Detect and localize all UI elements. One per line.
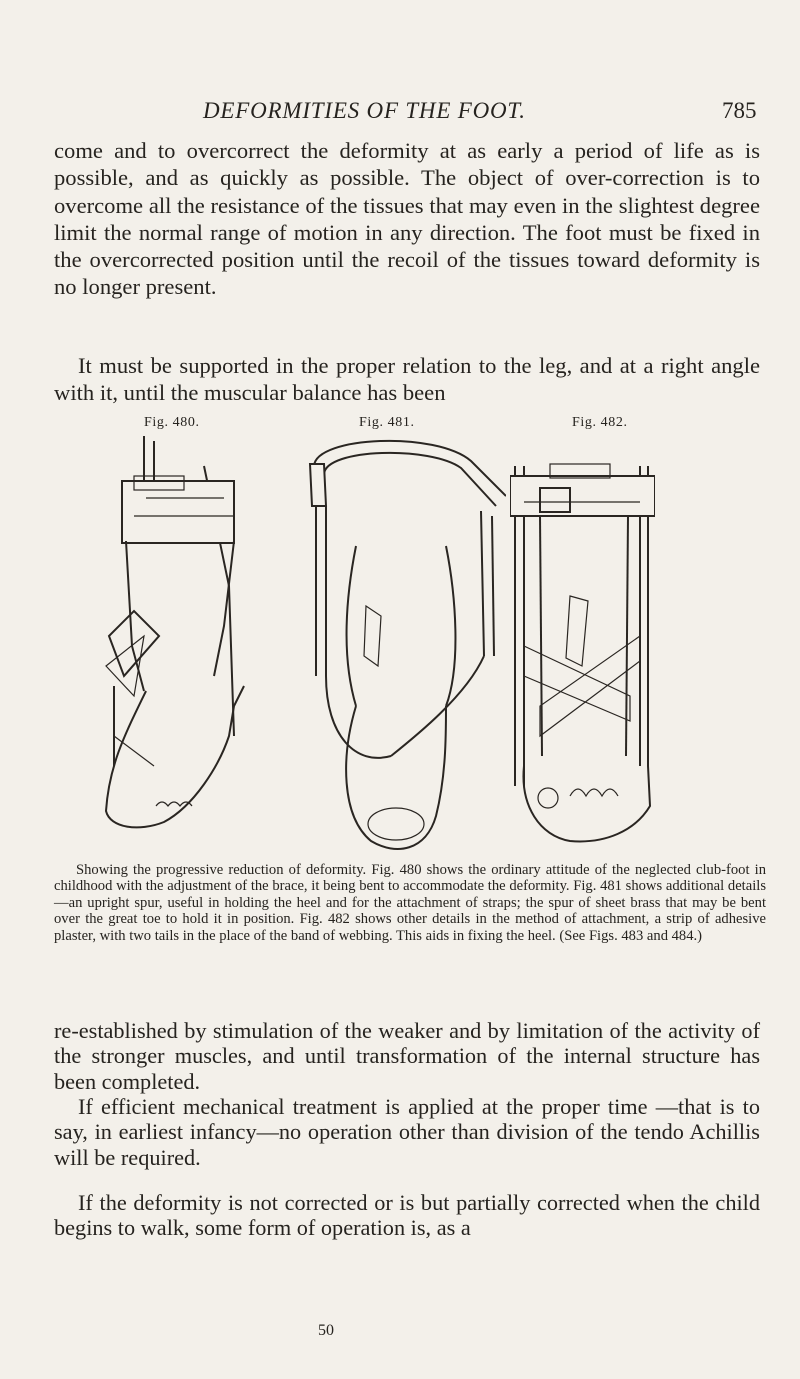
fig-481-illustration <box>296 436 506 856</box>
fig-482-illustration <box>510 436 655 856</box>
fig-482-label: Fig. 482. <box>572 415 628 430</box>
body-paragraph-3: re-established by stimulation of the weaker and by limitation of the activity of the stronger muscles, and until transformation of the internal structure has been completed. <box>54 1018 760 1094</box>
fig-481-label: Fig. 481. <box>359 415 415 430</box>
signature-mark: 50 <box>318 1322 334 1339</box>
body-paragraph-4: If efficient mechanical treatment is applied at the proper time —that is to say, in earliest infancy—no operation other than division of the tendo Achillis will be required. <box>54 1094 760 1170</box>
body-paragraph-2: It must be supported in the proper relation to the leg, and at a right angle with it, until the muscular balance has been <box>54 353 760 406</box>
body-paragraph-1: come and to overcorrect the deformity at as early a period of life as is possible, and as quickly as possible. The object of over-correction is to overcome all the resistance of the tissues that may even in the slightest degree limit the normal range of motion in any direction. The foot must be fixed in the overcorrected position until the recoil of the tissues toward deformity is no longer present. <box>54 138 760 300</box>
body-paragraph-5: If the deformity is not corrected or is but partially corrected when the child begins to walk, some form of operation is, as a <box>54 1190 760 1241</box>
page-header <box>0 88 800 128</box>
running-head: DEFORMITIES OF THE FOOT. <box>203 98 526 123</box>
figure-caption: Showing the progressive reduction of deformity. Fig. 480 shows the ordinary attitude of the neglected club-foot in childhood with the adjustment of the brace, it being bent to accommodate the deformity. Fig. 481 shows additional details—an upright spur, useful in holding the heel and for the attachment of straps; the spur of sheet brass that may be bent over the great toe to hold it in position. Fig. 482 shows other details in the method of attachment, a strip of adhesive plaster, with two tails in the place of the band of webbing. This aids in fixing the heel. (See Figs. 483 and 484.) <box>54 862 766 944</box>
fig-480-illustration <box>84 436 289 856</box>
page-number: 785 <box>722 98 757 123</box>
fig-480-label: Fig. 480. <box>144 415 200 430</box>
